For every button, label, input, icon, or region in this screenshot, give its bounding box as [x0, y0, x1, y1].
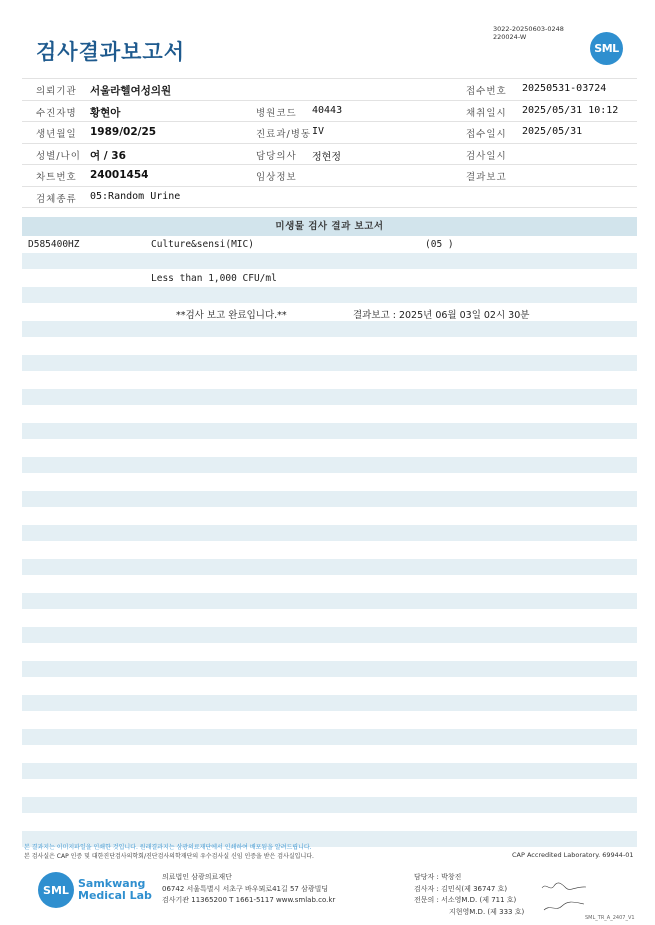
info-value: 20250531-03724 [522, 83, 607, 94]
staff-manager: 담당자 : 박창진 [414, 873, 462, 881]
staff-specialist-2: 지현영M.D. (제 333 호) [449, 907, 525, 916]
info-row [22, 101, 637, 123]
info-label: 검체종류 [36, 193, 77, 205]
result-row-stripe [22, 661, 637, 677]
info-row [22, 144, 637, 166]
lab-address: 06742 서울특별시 서초구 바우뫼로41길 57 삼광빌딩 [162, 884, 329, 893]
info-label: 차트번호 [36, 172, 77, 183]
form-code: SML_TR_A_2407_V1 [585, 915, 635, 921]
lab-address-block [162, 872, 335, 907]
info-label: 수진자명 [36, 107, 77, 119]
info-row [22, 187, 637, 209]
info-label: 생년월일 [36, 129, 77, 140]
result-row-stripe [22, 491, 637, 507]
staff-tester: 검사자 : 김민식(제 36747 호) [414, 884, 508, 893]
accreditation-notice: 본 검사실은 CAP 인증 및 대한진단검사의학회/진단검사의학재단의 우수검사실 신임 인증을 받은 검사실입니다. [24, 853, 314, 860]
logo-line1: Samkwang [78, 877, 146, 890]
samkwang-logo [38, 872, 152, 908]
info-row [22, 122, 637, 144]
cap-accreditation: CAP Accredited Laboratory. 69944-01 [512, 851, 634, 859]
info-label: 성별/나이 [36, 150, 81, 162]
document-code [493, 25, 564, 41]
logo-line2: Medical Lab [78, 889, 152, 902]
signature-stroke-1 [542, 883, 586, 889]
info-label: 병원코드 [256, 107, 297, 119]
info-label: 담당의사 [256, 150, 297, 162]
info-label: 의뢰기관 [36, 86, 77, 97]
result-row-stripe [22, 423, 637, 439]
result-row-stripe [22, 695, 637, 711]
document-code-line1: 3022-20250603-0248 [493, 25, 564, 33]
info-value: 황현아 [90, 106, 121, 119]
info-value: 1989/02/25 [90, 126, 157, 138]
patient-info-table [22, 78, 637, 208]
test-name: Culture&sensi(MIC) [151, 239, 254, 250]
microbiology-results [22, 217, 637, 847]
info-value: 05:Random Urine [90, 190, 181, 202]
info-value: 정현정 [312, 151, 341, 163]
staff-block [414, 872, 524, 918]
info-value: IV [312, 126, 325, 137]
info-label: 검사일시 [466, 150, 507, 162]
info-label: 채취일시 [466, 107, 507, 119]
signature-stroke-2 [544, 902, 584, 910]
info-value: 2025/05/31 10:12 [522, 104, 619, 116]
sml-logo-mark: SML [38, 872, 74, 908]
info-value: 여 / 36 [90, 149, 126, 162]
results-section-header: 미생물 검사 결과 보고서 [22, 217, 637, 236]
info-value: 2025/05/31 [522, 126, 583, 137]
result-row-stripe [22, 559, 637, 575]
result-row-stripe [22, 729, 637, 745]
info-label: 결과보고 [466, 172, 507, 183]
info-label: 진료과/병동 [256, 129, 312, 140]
specimen-code: (05 ) [425, 239, 454, 250]
result-row-stripe [22, 593, 637, 609]
report-complete-note: **검사 보고 완료입니다.** [176, 310, 287, 321]
result-row-stripe [22, 389, 637, 405]
sml-logo-badge: SML [590, 32, 623, 65]
result-row-stripe [22, 457, 637, 473]
report-time: 결과보고 : 2025년 06월 03일 02시 30분 [353, 310, 530, 321]
report-title: 검사결과보고서 [36, 40, 186, 64]
logo-wordmark [78, 878, 152, 902]
lab-org: 의료법인 삼광의료재단 [162, 873, 232, 881]
info-row [22, 165, 637, 187]
result-row-stripe [22, 525, 637, 541]
result-row-stripe [22, 253, 637, 269]
info-label: 접수일시 [466, 129, 507, 140]
result-row-stripe [22, 287, 637, 303]
info-label: 접수번호 [466, 86, 507, 97]
lab-contact: 검사기관 11365200 T 1661-5117 www.smlab.co.kr [162, 896, 336, 904]
info-value: 24001454 [90, 169, 149, 181]
print-notice: 본 결과지는 이미지파일을 인쇄한 것입니다. 원래결과지는 삼광의료재단에서 인쇄하여 배포됨을 알려드립니다. [24, 844, 312, 851]
signature-images [540, 880, 590, 914]
info-label: 임상정보 [256, 172, 297, 183]
result-row-stripe [22, 797, 637, 813]
document-code-line2: 220024-W [493, 33, 527, 41]
result-row-stripe [22, 355, 637, 371]
result-row-stripe [22, 763, 637, 779]
result-value: Less than 1,000 CFU/ml [151, 273, 277, 284]
result-row-stripe [22, 627, 637, 643]
info-row [22, 78, 637, 101]
info-value: 40443 [312, 104, 343, 116]
result-row-stripe [22, 321, 637, 337]
test-code: D585400HZ [28, 239, 80, 250]
staff-specialist-1: 전문의 : 서소영M.D. (제 711 호) [414, 896, 517, 904]
info-value: 서울라헬여성의원 [90, 85, 172, 97]
